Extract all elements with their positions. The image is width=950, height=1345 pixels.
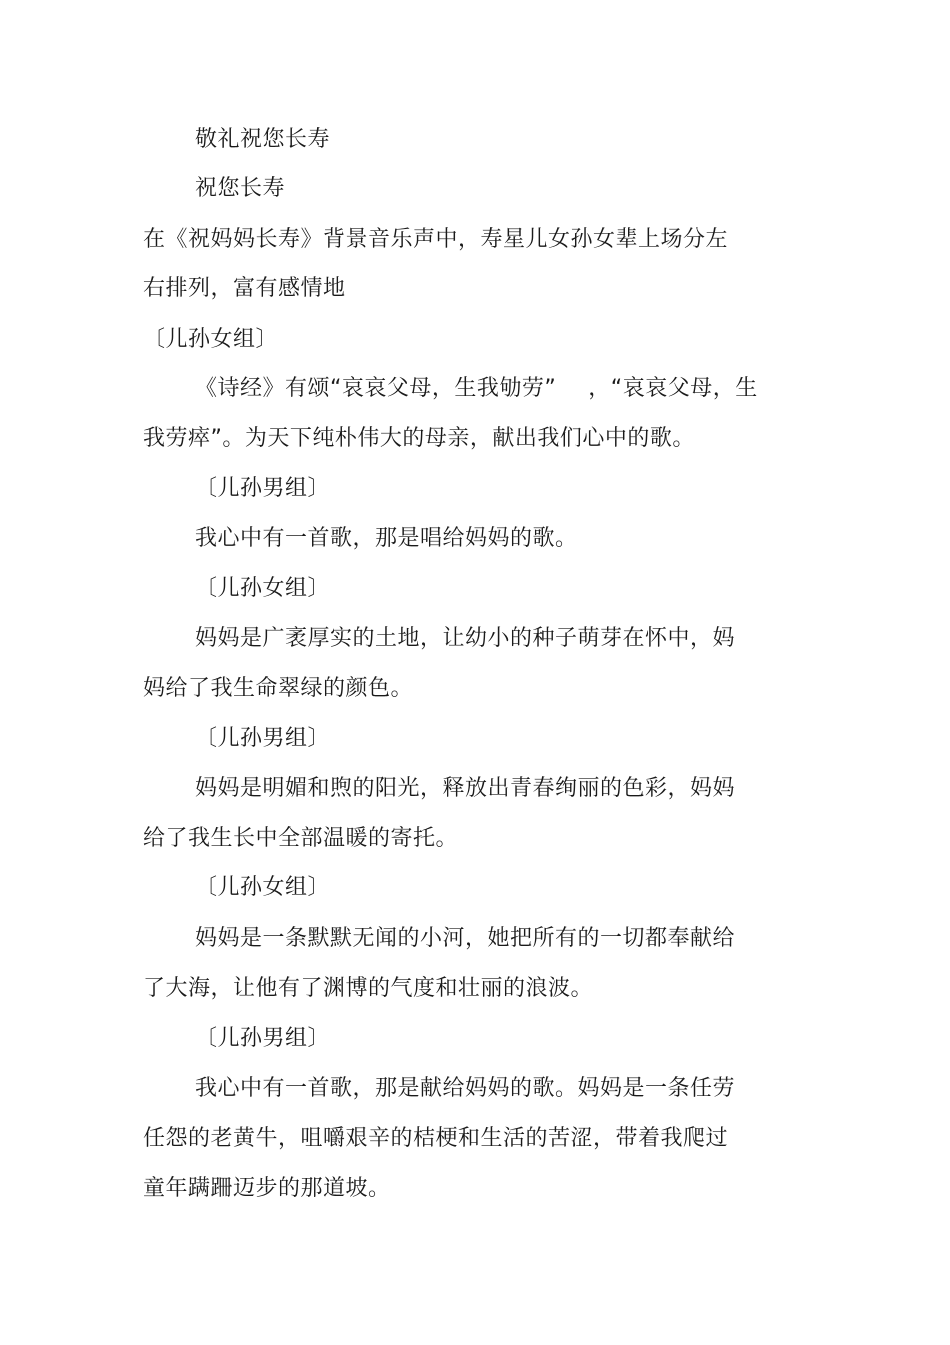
role-label: 〔儿孙男组〕: [195, 1026, 331, 1051]
role-label: 〔儿孙男组〕: [195, 726, 331, 751]
role-label: 〔儿孙女组〕: [195, 576, 331, 601]
text-fragment: 《诗经》有颂“哀哀父母，生我劬劳”: [195, 376, 557, 401]
text-line: 给了我生长中全部温暖的寄托。: [143, 826, 459, 851]
text-line: 妈妈是一条默默无闻的小河，她把所有的一切都奉献给: [195, 926, 736, 951]
text-line: 右排列，富有感情地: [143, 276, 346, 301]
text-line: 童年蹒跚迈步的那道坡。: [143, 1176, 391, 1201]
text-fragment: ，“哀哀父母，生: [588, 376, 758, 401]
text-line: 在《祝妈妈长寿》背景音乐声中，寿星儿女孙女辈上场分左: [143, 227, 729, 252]
text-line: 我心中有一首歌，那是唱给妈妈的歌。: [195, 526, 578, 551]
text-line: 敬礼祝您长寿: [195, 127, 331, 152]
role-label: 〔儿孙女组〕: [195, 875, 331, 900]
role-label: 〔儿孙男组〕: [195, 476, 331, 501]
text-line: 我劳瘁”。为天下纯朴伟大的母亲，献出我们心中的歌。: [143, 426, 695, 451]
text-line: [195, 374, 758, 404]
text-line: 了大海，让他有了渊博的气度和壮丽的浪波。: [143, 976, 594, 1001]
role-label: 〔儿孙女组〕: [143, 327, 279, 352]
text-line: 妈妈是明媚和煦的阳光，释放出青春绚丽的色彩，妈妈: [195, 776, 736, 801]
text-line: 妈给了我生命翠绿的颜色。: [143, 676, 414, 701]
text-line: 祝您长寿: [195, 176, 286, 201]
text-line: 任怨的老黄牛，咀嚼艰辛的桔梗和生活的苦涩，带着我爬过: [143, 1126, 729, 1151]
text-line: 妈妈是广袤厚实的土地，让幼小的种子萌芽在怀中，妈: [195, 626, 736, 651]
text-line: 我心中有一首歌，那是献给妈妈的歌。妈妈是一条任劳: [195, 1076, 736, 1101]
